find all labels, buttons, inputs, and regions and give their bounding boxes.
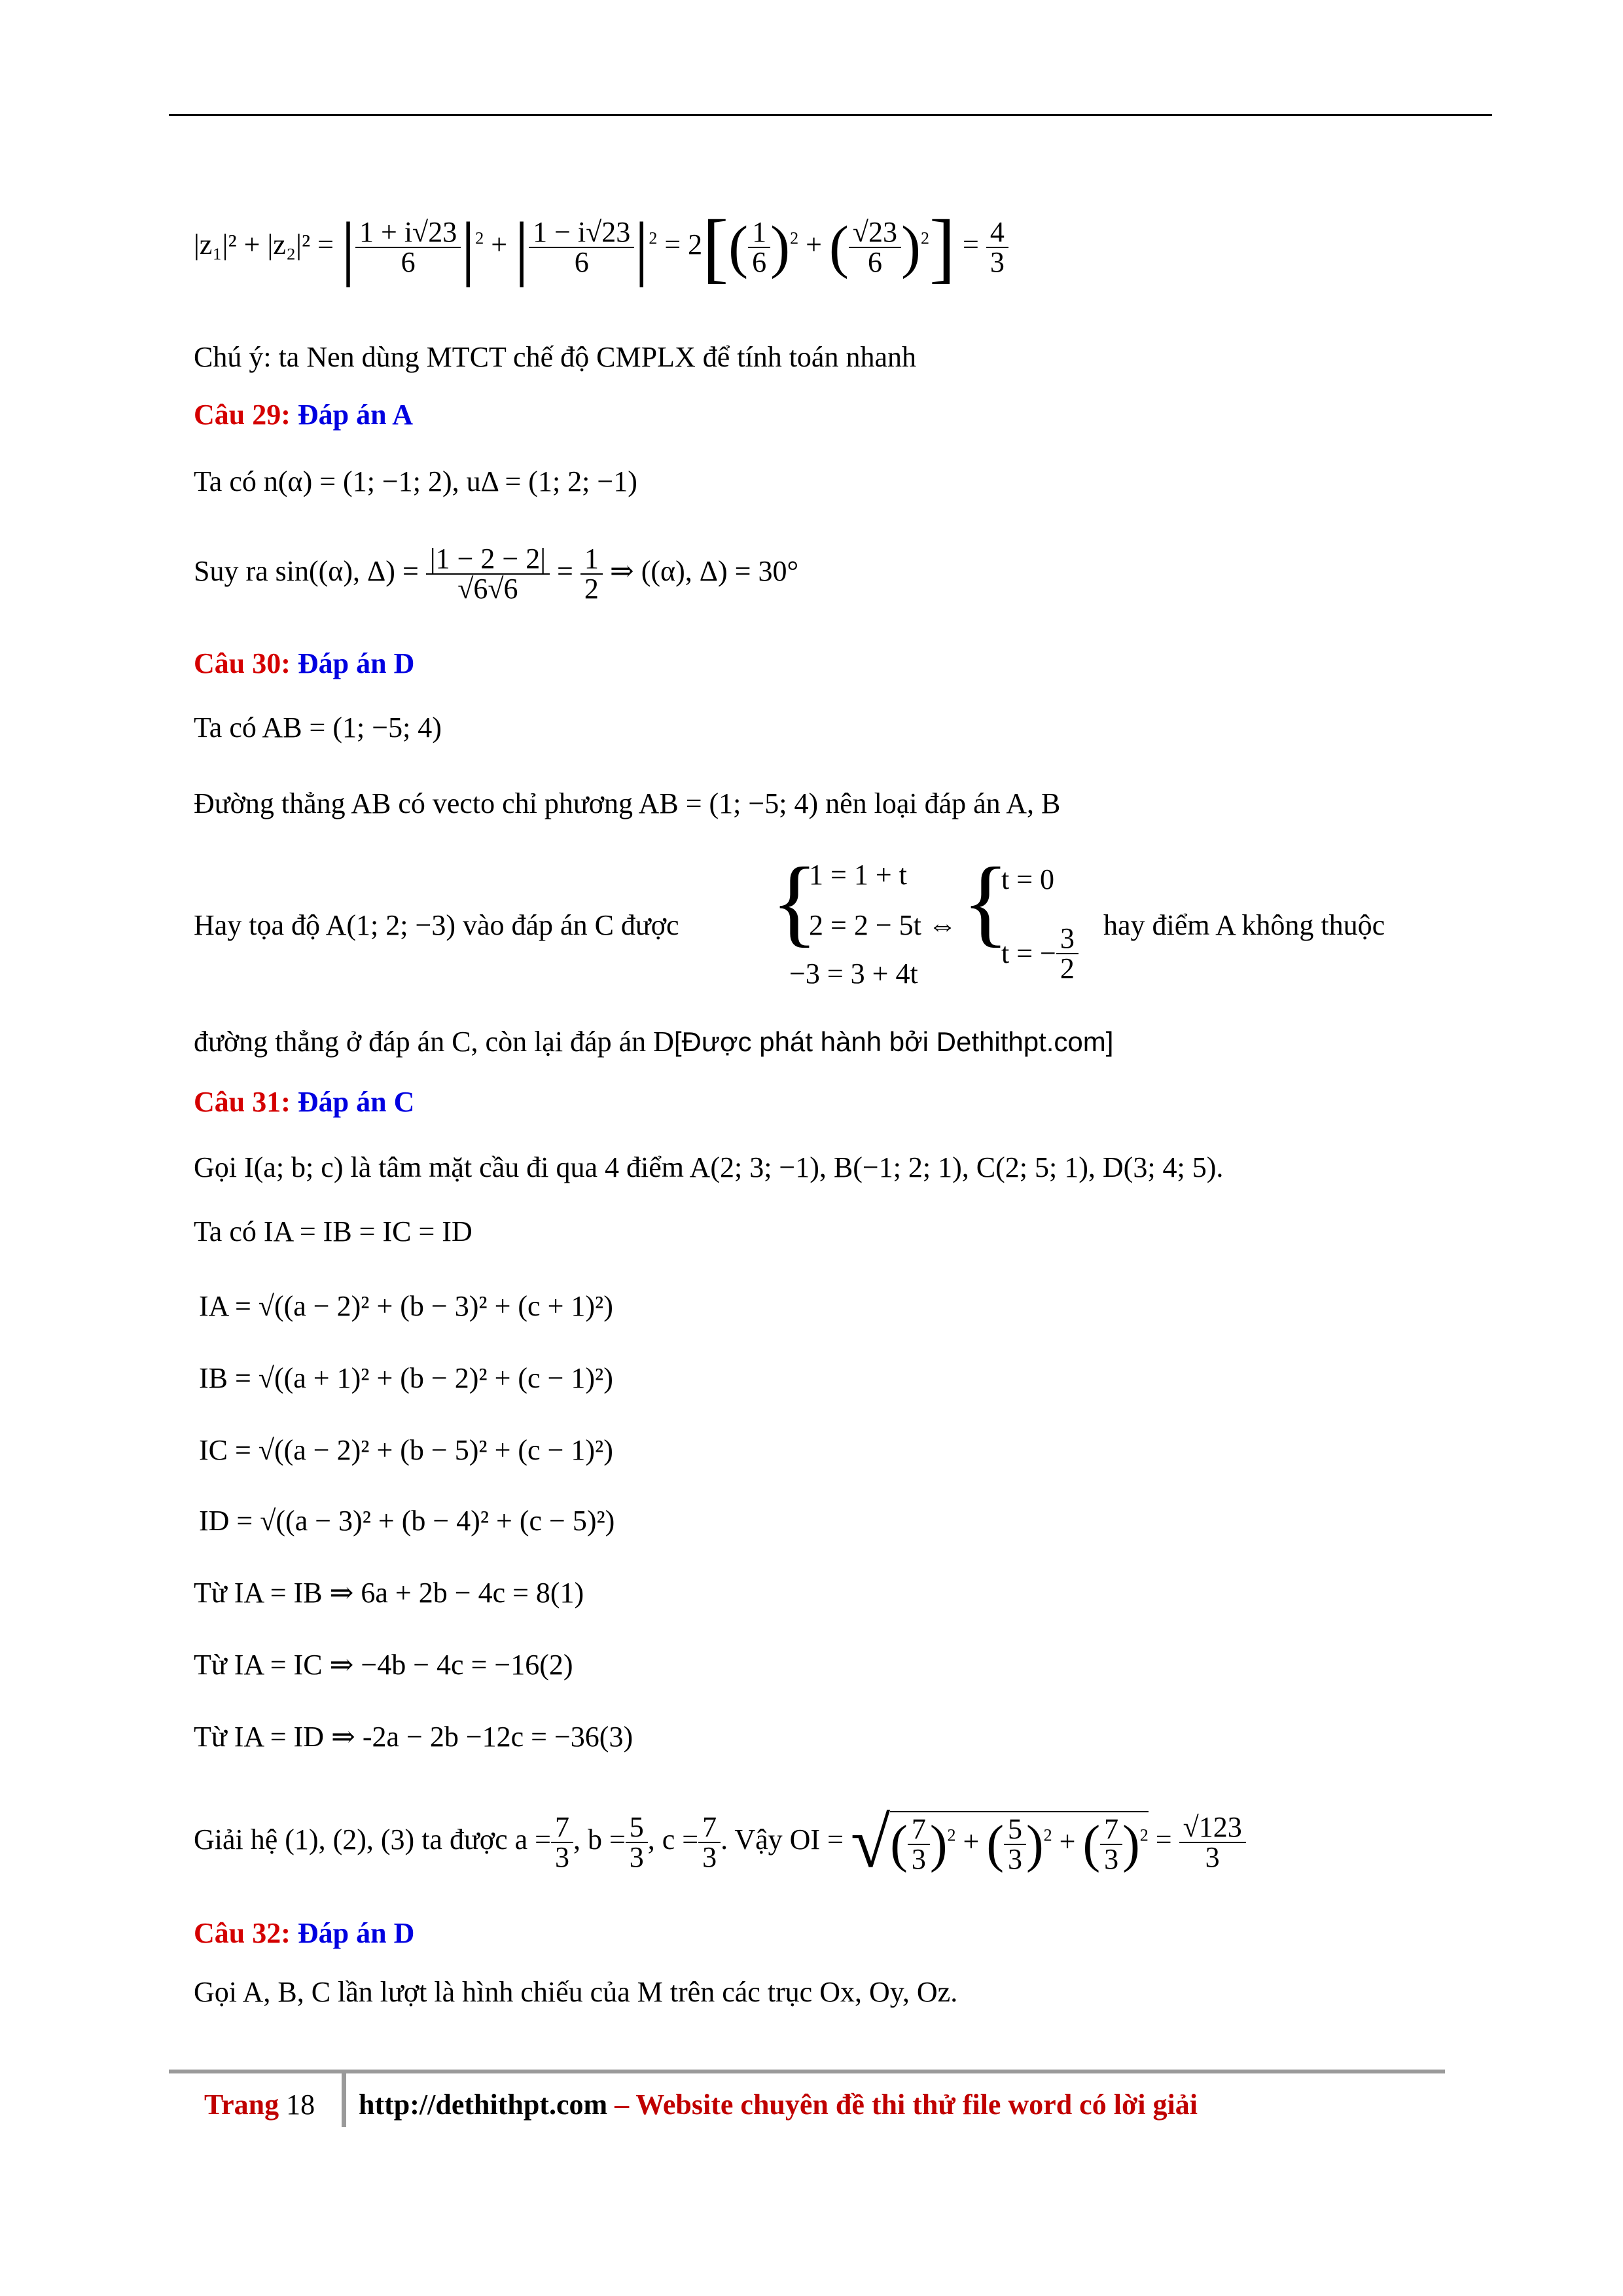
q30-sys2-row2: t = − $\frac{3}{2}$ — [1001, 924, 1079, 983]
q30-line1: Ta có AB = (1; −5; 4) — [194, 711, 442, 744]
q31-eq2: Từ IA = IC ⇒ −4b − 4c = −16(2) — [194, 1649, 573, 1681]
q30-sys1-row3: −3 = 3 + 4t — [789, 958, 918, 990]
q30-line2: Đường thẳng AB có vecto chỉ phương AB = (1; −5; 4) nên loại đáp án A, B — [194, 787, 1061, 819]
q30-brace-1: { — [771, 848, 818, 956]
q30-equiv: ⇔ — [928, 909, 957, 941]
header-rule — [169, 114, 1492, 116]
q28-term2: $\frac{1 - i√23}{6}$ — [529, 218, 634, 277]
q32-heading: Câu 32: Đáp án D — [194, 1917, 415, 1949]
q31-ic: IC = √((a − 2)² + (b − 5)² + (c − 1)²) — [199, 1434, 613, 1466]
q31-solution: Giải hệ (1), (2), (3) ta được a = $\frac{7}{3}$ , b = $\frac{5}{3}$ , c = $\frac{7}{3}$ . Vậy OI = √( $\frac{7}{3}$ )$^2$ + ( $\frac{5}{3}$ )$^2$ + ( $\frac{7}{3}$ )$^2$ = $\frac{√123}{3}$ — [194, 1806, 1246, 1878]
footer-url-link[interactable]: http://dethithpt.com — [359, 2089, 608, 2121]
footer-page-number: Trang 18 — [204, 2089, 315, 2121]
q32-line1: Gọi A, B, C lần lượt là hình chiếu của M trên các trục Ox, Oy, Oz. — [194, 1976, 958, 2008]
q29-line1: Ta có n(α) = (1; −1; 2), uΔ = (1; 2; −1) — [194, 465, 637, 497]
q29-line2: Suy ra sin((α), Δ) = $\frac{|1 - 2 - 2|}{√6√6}$ = $\frac{1}{2}$ ⇒ ((α), Δ) = 30° — [194, 543, 799, 605]
q31-heading: Câu 31: Đáp án C — [194, 1086, 415, 1118]
footer-tagline: – Website chuyên đề thi thử file word có lời giải — [607, 2089, 1198, 2121]
footer-website — [359, 2088, 1198, 2121]
q30-heading: Câu 30: Đáp án D — [194, 647, 415, 679]
q31-id: ID = √((a − 3)² + (b − 4)² + (c − 5)²) — [199, 1505, 615, 1537]
q30-line3-prefix: Hay tọa độ A(1; 2; −3) vào đáp án C được — [194, 909, 679, 941]
q31-ia: IA = √((a − 2)² + (b − 3)² + (c + 1)²) — [199, 1290, 613, 1322]
q30-sys2-row1: t = 0 — [1001, 863, 1055, 895]
q28-result: $\frac{4}{3}$ — [986, 218, 1008, 277]
note-line: Chú ý: ta Nen dùng MTCT chế độ CMPLX để tính toán nhanh — [194, 341, 916, 373]
q30-brace-2: { — [962, 848, 1009, 956]
q28-lhs: |z₁|² + |z₂|² = — [194, 228, 334, 261]
q28-formula: |z₁|² + |z₂|² = | $\frac{1 + i√23}{6}$ $|^2$ + | $\frac{1 - i√23}{6}$ $|^2 = 2$[( $\frac{1}{6}$ )$^2$ + ( $\frac{√23}{6}$ )$^2$] = $\frac{4}{3}$ — [194, 208, 1008, 287]
q30-line4: đường thẳng ở đáp án C, còn lại đáp án D[Được phát hành bởi Dethithpt.com] — [194, 1026, 1114, 1058]
footer-divider — [342, 2073, 346, 2127]
q31-eq1: Từ IA = IB ⇒ 6a + 2b − 4c = 8(1) — [194, 1577, 584, 1609]
q30-sys1-row2: 2 = 2 − 5t — [809, 909, 921, 941]
q30-source-note: [Được phát hành bởi Dethithpt.com] — [673, 1026, 1114, 1057]
q31-ib: IB = √((a + 1)² + (b − 2)² + (c − 1)²) — [199, 1362, 613, 1394]
q31-eq3: Từ IA = ID ⇒ -2a − 2b −12c = −36(3) — [194, 1721, 633, 1753]
q28-term1: $\frac{1 + i√23}{6}$ — [355, 218, 461, 277]
q30-sys1-row1: 1 = 1 + t — [809, 859, 907, 891]
q29-heading: Câu 29: Đáp án A — [194, 399, 413, 431]
q30-line3-suffix: hay điểm A không thuộc — [1103, 909, 1385, 941]
q31-line2: Ta có IA = IB = IC = ID — [194, 1215, 473, 1247]
footer-rule — [169, 2070, 1445, 2073]
q31-line1: Gọi I(a; b; c) là tâm mặt cầu đi qua 4 điểm A(2; 3; −1), B(−1; 2; 1), C(2; 5; 1), D(3; 4; 5). — [194, 1151, 1224, 1183]
